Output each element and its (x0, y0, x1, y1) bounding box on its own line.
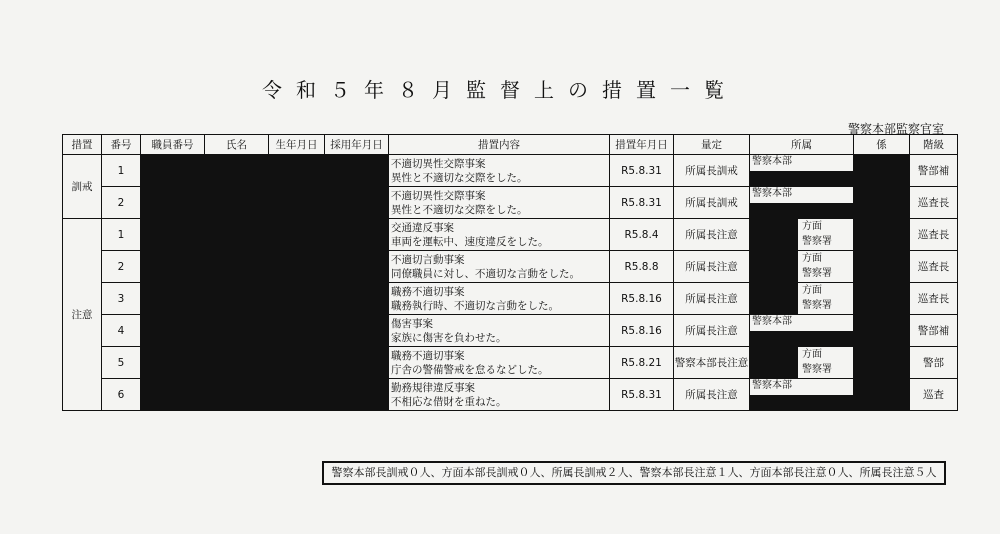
measure-level: 所属長訓戒 (674, 187, 750, 219)
measure-date: R5.8.16 (610, 283, 674, 315)
table-row (63, 251, 958, 283)
measure-content (389, 347, 610, 379)
affiliation-region: 方面 (802, 285, 822, 296)
measure-type-cell: 訓戒 (63, 155, 102, 219)
department-label: 警察本部監察官室 (848, 122, 945, 136)
redacted-section (854, 155, 910, 187)
affiliation-region: 方面 (802, 349, 822, 360)
table-row (63, 315, 958, 347)
affiliation-station: 警察署 (802, 364, 832, 375)
measure-date: R5.8.8 (610, 251, 674, 283)
measures-table (62, 134, 958, 411)
rank-cell: 巡査長 (910, 219, 958, 251)
affiliation-region: 方面 (802, 253, 822, 264)
incident-type: 職務不適切事案 (391, 285, 465, 298)
measure-content (389, 219, 610, 251)
measure-content (389, 283, 610, 315)
redacted-personal-info (141, 187, 389, 219)
measure-type-cell: 注意 (63, 219, 102, 411)
row-number: 2 (102, 251, 141, 283)
header-cell: 番号 (102, 135, 141, 155)
incident-type: 不適切異性交際事案 (391, 157, 486, 170)
header-cell: 階級 (910, 135, 958, 155)
redacted-section (854, 379, 910, 411)
rank-cell: 巡査長 (910, 283, 958, 315)
row-number: 1 (102, 219, 141, 251)
measure-level: 所属長注意 (674, 251, 750, 283)
affiliation-label: 警察本部 (752, 188, 792, 199)
incident-type: 傷害事案 (391, 317, 433, 330)
table-row (63, 219, 958, 251)
rank-cell: 巡査長 (910, 187, 958, 219)
header-cell: 措置 (63, 135, 102, 155)
redacted-personal-info (141, 315, 389, 347)
measure-content (389, 187, 610, 219)
header-cell: 氏名 (205, 135, 269, 155)
redacted-affiliation (750, 331, 854, 347)
measure-content (389, 251, 610, 283)
redacted-affiliation (750, 251, 798, 283)
affiliation-cell (750, 315, 854, 347)
rank-cell: 巡査長 (910, 251, 958, 283)
page-title: 令和５年８月監督上の措置一覧 (262, 78, 738, 102)
redacted-affiliation (750, 283, 798, 315)
measure-date: R5.8.31 (610, 187, 674, 219)
header-cell: 措置内容 (389, 135, 610, 155)
measure-level: 所属長注意 (674, 315, 750, 347)
affiliation-cell (750, 219, 854, 251)
header-cell: 所属 (750, 135, 854, 155)
redacted-section (854, 315, 910, 347)
summary-box: 警察本部長訓戒０人、方面本部長訓戒０人、所属長訓戒２人、警察本部長注意１人、方面本部長注意０人、所属長注意５人 (322, 461, 946, 485)
table-row (63, 155, 958, 187)
header-cell: 量定 (674, 135, 750, 155)
measure-date: R5.8.4 (610, 219, 674, 251)
redacted-personal-info (141, 283, 389, 315)
redacted-affiliation (750, 347, 798, 379)
header-cell: 係 (854, 135, 910, 155)
incident-detail: 同僚職員に対し、不適切な言動をした。 (391, 267, 580, 280)
table-row (63, 379, 958, 411)
redacted-personal-info (141, 379, 389, 411)
redacted-affiliation (750, 219, 798, 251)
rank-cell: 警部補 (910, 315, 958, 347)
measure-level: 所属長注意 (674, 379, 750, 411)
affiliation-cell (750, 379, 854, 411)
redacted-personal-info (141, 155, 389, 187)
table-row (63, 283, 958, 315)
redacted-section (854, 219, 910, 251)
incident-detail: 家族に傷害を負わせた。 (391, 331, 507, 344)
incident-detail: 職務執行時、不適切な言動をした。 (391, 299, 559, 312)
incident-detail: 異性と不適切な交際をした。 (391, 203, 528, 216)
table-row (63, 347, 958, 379)
redacted-section (854, 347, 910, 379)
measure-date: R5.8.16 (610, 315, 674, 347)
row-number: 4 (102, 315, 141, 347)
affiliation-cell (750, 155, 854, 187)
affiliation-cell (750, 347, 854, 379)
measure-content (389, 379, 610, 411)
measure-date: R5.8.31 (610, 155, 674, 187)
affiliation-label: 警察本部 (752, 316, 792, 327)
measure-date: R5.8.21 (610, 347, 674, 379)
row-number: 1 (102, 155, 141, 187)
rank-cell: 警部補 (910, 155, 958, 187)
incident-type: 不適切異性交際事案 (391, 189, 486, 202)
affiliation-label: 警察本部 (752, 380, 792, 391)
measure-level: 所属長注意 (674, 283, 750, 315)
header-cell: 生年月日 (269, 135, 325, 155)
rank-cell: 巡査 (910, 379, 958, 411)
redacted-affiliation (750, 171, 854, 187)
header-cell: 措置年月日 (610, 135, 674, 155)
incident-type: 勤務規律違反事案 (391, 381, 475, 394)
incident-detail: 異性と不適切な交際をした。 (391, 171, 528, 184)
measure-level: 警察本部長注意 (674, 347, 750, 379)
incident-type: 職務不適切事案 (391, 349, 465, 362)
header-cell: 職員番号 (141, 135, 205, 155)
row-number: 3 (102, 283, 141, 315)
affiliation-station: 警察署 (802, 300, 832, 311)
affiliation-region: 方面 (802, 221, 822, 232)
redacted-section (854, 251, 910, 283)
header-cell: 採用年月日 (325, 135, 389, 155)
measure-date: R5.8.31 (610, 379, 674, 411)
measure-level: 所属長注意 (674, 219, 750, 251)
redacted-section (854, 283, 910, 315)
affiliation-cell (750, 187, 854, 219)
incident-type: 不適切言動事案 (391, 253, 465, 266)
redacted-section (854, 187, 910, 219)
affiliation-cell (750, 251, 854, 283)
incident-type: 交通違反事案 (391, 221, 454, 234)
affiliation-station: 警察署 (802, 236, 832, 247)
row-number: 5 (102, 347, 141, 379)
incident-detail: 車両を運転中、速度違反をした。 (391, 235, 549, 248)
affiliation-cell (750, 283, 854, 315)
measure-content (389, 155, 610, 187)
row-number: 6 (102, 379, 141, 411)
affiliation-station: 警察署 (802, 268, 832, 279)
table-header-row (63, 135, 958, 155)
redacted-personal-info (141, 347, 389, 379)
measure-level: 所属長訓戒 (674, 155, 750, 187)
incident-detail: 庁舎の警備警戒を怠るなどした。 (391, 363, 549, 376)
affiliation-label: 警察本部 (752, 156, 792, 167)
redacted-affiliation (750, 395, 854, 411)
incident-detail: 不相応な借財を重ねた。 (391, 395, 507, 408)
row-number: 2 (102, 187, 141, 219)
rank-cell: 警部 (910, 347, 958, 379)
redacted-affiliation (750, 203, 854, 219)
measure-content (389, 315, 610, 347)
redacted-personal-info (141, 251, 389, 283)
table-row (63, 187, 958, 219)
redacted-personal-info (141, 219, 389, 251)
